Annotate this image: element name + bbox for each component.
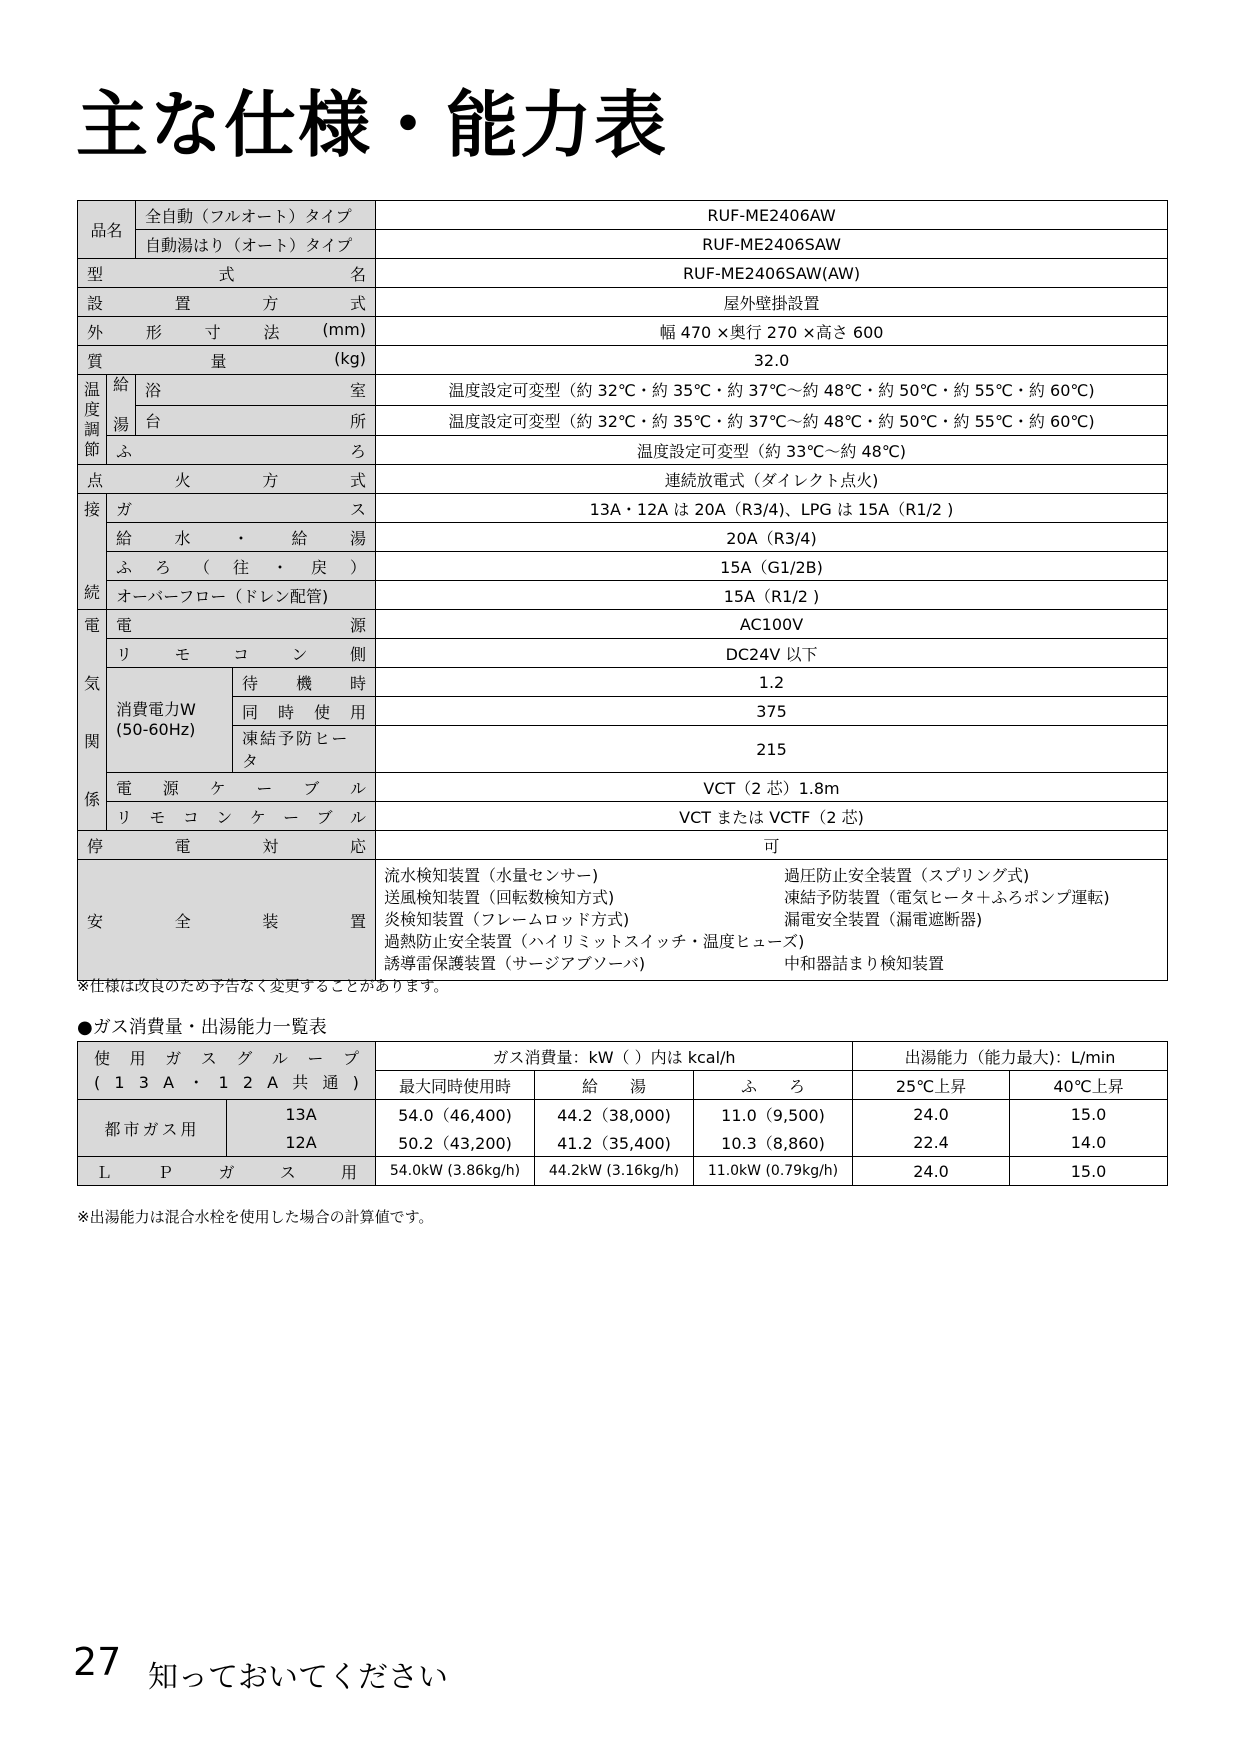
setsuzoku-group-label — [78, 494, 107, 610]
setchi-label — [78, 288, 376, 317]
label-char: 気 — [83, 674, 100, 693]
label-char: 方 — [262, 293, 279, 313]
col-kyuyu: 給 湯 — [535, 1071, 694, 1100]
label-char: 浴 — [145, 381, 162, 401]
gas-cell: 54.0kW (3.86kg/h) — [376, 1157, 535, 1186]
label-char: A — [163, 1072, 175, 1092]
safety-item: 過熱防止安全装置（ハイリミットスイッチ・温度ヒューズ) — [384, 932, 805, 951]
label-char: 2 — [242, 1072, 253, 1092]
label-char: ( — [94, 1072, 101, 1092]
label-char: 調 — [83, 419, 100, 439]
label-char: 形 — [145, 322, 162, 342]
ondo-furo-value: 温度設定可変型（約 33℃～約 48℃) — [376, 436, 1168, 465]
row-katashiki — [78, 259, 1168, 288]
label-char: 使 — [94, 1048, 111, 1068]
hinmei-label — [78, 201, 136, 259]
cable-label — [107, 773, 376, 802]
label-char: 給 — [291, 528, 308, 548]
hinmei-full-label: 全自動（フルオート）タイプ — [136, 201, 376, 230]
row-ondo-daidokoro — [78, 405, 1168, 436]
label-char: ル — [349, 778, 366, 798]
safety-item — [784, 932, 1159, 952]
label-char: (mm) — [322, 319, 366, 339]
row-denki-cable — [78, 773, 1168, 802]
safety-item: 送風検知装置（回転数検知方式) — [384, 888, 615, 907]
label-char: 時 — [278, 702, 295, 722]
row-denki-doji — [78, 697, 1168, 726]
hinmei-label-text: 品名 — [90, 221, 123, 240]
label-char: 量 — [210, 351, 227, 371]
hinmei-auto-value: RUF-ME2406SAW — [376, 230, 1168, 259]
col-40-rise: 40℃上昇 — [1010, 1071, 1168, 1100]
label-char: モ — [174, 644, 191, 664]
label-char: 火 — [174, 470, 191, 490]
label-char: 停 — [87, 836, 104, 856]
setsuzoku-gas-label — [107, 494, 376, 523]
label-char: 給 — [113, 375, 130, 394]
remocon-cable-label — [107, 802, 376, 831]
teiden-label — [78, 831, 376, 860]
row-denki-remocon — [78, 639, 1168, 668]
label-char: 応 — [349, 836, 366, 856]
gaikei-value: 幅 470 ×奥行 270 ×高さ 600 — [376, 317, 1168, 346]
consumption-header: ガス消費量：kW（ ）内は kcal/h — [376, 1042, 853, 1071]
label-char: 温 — [83, 379, 100, 399]
label-char: 名 — [350, 264, 367, 284]
yokushitsu-label — [136, 375, 376, 406]
daidokoro-value: 温度設定可変型（約 32℃・約 35℃・約 37℃～約 48℃・約 50℃・約 55℃・約 60℃) — [376, 405, 1168, 436]
label-char: ） — [350, 557, 367, 577]
label-char: 型 — [87, 264, 104, 284]
label-char: 給 — [116, 528, 133, 548]
label-char: ・ — [272, 557, 289, 577]
anzen-value — [376, 860, 1168, 981]
gas-row-12a — [78, 1128, 1168, 1157]
row-setchi — [78, 288, 1168, 317]
label-char: ー — [307, 1048, 324, 1068]
col-25-rise: 25℃上昇 — [853, 1071, 1010, 1100]
label-char: 続 — [83, 583, 100, 602]
setsuzoku-kyusui-label — [107, 523, 376, 552]
label-char: 電 — [83, 616, 100, 635]
label-char: 待 — [242, 673, 259, 693]
gas-group-label — [78, 1042, 376, 1100]
row-anzen — [78, 860, 1168, 981]
row-ondo-furo — [78, 436, 1168, 465]
label-char: 電 — [116, 615, 133, 635]
label-char: 用 — [340, 1162, 357, 1182]
col-max-simultaneous: 最大同時使用時 — [376, 1071, 535, 1100]
safety-device-list — [384, 866, 1159, 974]
gas-cell: 24.0 — [853, 1157, 1010, 1186]
remocon-cable-value: VCT または VCTF（2 芯) — [376, 802, 1168, 831]
gas-section-title: ●ガス消費量・出湯能力一覧表 — [77, 1017, 327, 1038]
label-char: ・ — [233, 528, 250, 548]
gas-type-label: 12A — [227, 1128, 376, 1157]
label-char: ふ — [116, 441, 133, 461]
label-char: 全 — [174, 911, 191, 931]
gas-header-row-1 — [78, 1042, 1168, 1071]
ondo-furo-label — [107, 436, 376, 465]
setsuzoku-kyusui-value: 20A（R3/4) — [376, 523, 1168, 552]
label-char: コ — [233, 644, 250, 664]
gas-cell: 10.3（8,860) — [694, 1128, 853, 1157]
row-denki-dengen — [78, 610, 1168, 639]
section-label: 知っておいてください — [148, 1660, 448, 1695]
label-char: ル — [271, 1048, 288, 1068]
gas-cell: 54.0（46,400) — [376, 1100, 535, 1129]
row-shitsuryo — [78, 346, 1168, 375]
label-char: ガ — [165, 1048, 182, 1068]
setsuzoku-overflow-value: 15A（R1/2 ) — [376, 581, 1168, 610]
gas-cell: 14.0 — [1010, 1128, 1168, 1157]
gas-cell: 24.0 — [853, 1100, 1010, 1129]
label-char: ガ — [116, 499, 133, 519]
row-hinmei-full — [78, 201, 1168, 230]
label-char: 用 — [349, 702, 366, 722]
setsuzoku-overflow-label: オーバーフロー（ドレン配管) — [107, 581, 376, 610]
label-char: 湯 — [350, 528, 367, 548]
label-char: 対 — [262, 836, 279, 856]
gaikei-label — [78, 317, 376, 346]
tenka-label — [78, 465, 376, 494]
hinmei-auto-label: 自動湯はり（オート）タイプ — [136, 230, 376, 259]
label-char: ー — [256, 778, 273, 798]
label-char: 往 — [233, 557, 250, 577]
tenka-value: 連続放電式（ダイレクト点火) — [376, 465, 1168, 494]
label-char: 湯 — [113, 415, 130, 434]
katashiki-label — [78, 259, 376, 288]
teiden-value: 可 — [376, 831, 1168, 860]
page-title: 主な仕様・能力表 — [76, 83, 669, 167]
label-char: 装 — [262, 911, 279, 931]
label-char: （ — [194, 557, 211, 577]
gas-row-lp — [78, 1157, 1168, 1186]
kyuyu-label — [107, 375, 136, 436]
gas-cell: 15.0 — [1010, 1157, 1168, 1186]
label-char: リ — [116, 644, 133, 664]
label-char: 同 — [242, 702, 259, 722]
label-char: 電 — [116, 778, 133, 798]
label-char: 式 — [349, 293, 366, 313]
toketsu-label: 凍結予防ヒータ — [233, 726, 376, 773]
label-char: 共 — [292, 1072, 309, 1092]
label-char: 1 — [114, 1072, 125, 1092]
label-char: 度 — [83, 399, 100, 419]
label-char: ・ — [188, 1072, 205, 1092]
gas-note: ※出湯能力は混合水栓を使用した場合の計算値です。 — [77, 1208, 434, 1226]
label-char: 法 — [263, 322, 280, 342]
gas-cell: 44.2kW (3.16kg/h) — [535, 1157, 694, 1186]
label-char: 台 — [145, 411, 162, 431]
label-char: 源 — [350, 615, 367, 635]
hinmei-full-value: RUF-ME2406AW — [376, 201, 1168, 230]
label-char: (kg) — [334, 348, 366, 368]
label-char: 置 — [174, 293, 191, 313]
gas-type-label: 13A — [227, 1100, 376, 1129]
setsuzoku-furo-label — [107, 552, 376, 581]
doji-value: 375 — [376, 697, 1168, 726]
label-char: 係 — [83, 790, 100, 809]
label-char: 用 — [129, 1048, 146, 1068]
label-char: 水 — [174, 528, 191, 548]
label-char: 3 — [138, 1072, 149, 1092]
label-char: 戻 — [311, 557, 328, 577]
label-char: 式 — [218, 264, 235, 284]
taiki-value: 1.2 — [376, 668, 1168, 697]
spec-note: ※仕様は改良のため予告なく変更することがあります。 — [77, 977, 449, 995]
label-char: 置 — [349, 911, 366, 931]
col-furo: ふ ろ — [694, 1071, 853, 1100]
row-denki-remocon-cable — [78, 802, 1168, 831]
label-char: 電 — [174, 836, 191, 856]
label-char: ン — [291, 644, 308, 664]
katashiki-value: RUF-ME2406SAW(AW) — [376, 259, 1168, 288]
safety-item: 過圧防止安全装置（スプリング式) — [784, 866, 1030, 885]
row-setsuzoku-gas — [78, 494, 1168, 523]
page-number: 27 — [73, 1640, 122, 1684]
label-char: ふ — [116, 557, 133, 577]
label-char: ン — [216, 807, 233, 827]
safety-item: 漏電安全装置（漏電遮断器) — [784, 910, 983, 929]
shitsuryo-value: 32.0 — [376, 346, 1168, 375]
label-char: Ｐ — [157, 1162, 174, 1182]
row-ondo-yokushitsu — [78, 375, 1168, 406]
label-char: ろ — [155, 557, 172, 577]
ondo-group-label — [78, 375, 107, 465]
toshi-gas-label: 都市ガス用 — [78, 1100, 227, 1157]
gas-cell: 11.0（9,500) — [694, 1100, 853, 1129]
label-char: リ — [116, 807, 133, 827]
row-gaikei — [78, 317, 1168, 346]
gas-cell: 44.2（38,000) — [535, 1100, 694, 1129]
dengen-value: AC100V — [376, 610, 1168, 639]
anzen-label — [78, 860, 376, 981]
denki-group-label — [78, 610, 107, 831]
cable-value: VCT（2 芯）1.8m — [376, 773, 1168, 802]
label-char: 通 — [322, 1072, 339, 1092]
setsuzoku-furo-value: 15A（G1/2B) — [376, 552, 1168, 581]
gas-cell: 41.2（35,400) — [535, 1128, 694, 1157]
safety-item: 中和器詰まり検知装置 — [784, 954, 945, 973]
row-setsuzoku-overflow — [78, 581, 1168, 610]
label-char: ) — [352, 1072, 359, 1092]
label-char: 寸 — [204, 322, 221, 342]
label-char: ス — [279, 1162, 296, 1182]
row-setsuzoku-furo — [78, 552, 1168, 581]
row-denki-toketsu — [78, 726, 1168, 773]
safety-item: 凍結予防装置（電気ヒータ＋ふろポンプ運転) — [784, 888, 1110, 907]
capacity-header: 出湯能力（能力最大)：L/min — [853, 1042, 1168, 1071]
lp-gas-label — [78, 1157, 376, 1186]
label-char: 側 — [350, 644, 367, 664]
label-char: グ — [236, 1048, 253, 1068]
label-char: Ｌ — [96, 1162, 113, 1182]
yokushitsu-value: 温度設定可変型（約 32℃・約 35℃・約 37℃～約 48℃・約 50℃・約 55℃・約 60℃) — [376, 375, 1168, 406]
label-char: 接 — [83, 500, 100, 519]
label-char: モ — [149, 807, 166, 827]
label-char: 室 — [350, 381, 367, 401]
label-char: ー — [283, 807, 300, 827]
shohi-label: 消費電力W (50-60Hz) — [107, 668, 233, 773]
label-char: ケ — [209, 778, 226, 798]
label-char: 外 — [87, 322, 104, 342]
shitsuryo-label — [78, 346, 376, 375]
safety-item: 誘導雷保護装置（サージアブソーバ) — [384, 954, 646, 973]
label-char: ろ — [350, 441, 367, 461]
row-denki-taiki — [78, 668, 1168, 697]
label-char: ル — [349, 807, 366, 827]
label-char: 質 — [87, 351, 104, 371]
gas-cell: 50.2（43,200) — [376, 1128, 535, 1157]
label-char: ブ — [316, 807, 333, 827]
spec-table — [77, 200, 1168, 981]
label-char: 設 — [87, 293, 104, 313]
row-teiden — [78, 831, 1168, 860]
label-char: ス — [350, 499, 367, 519]
label-char: 時 — [349, 673, 366, 693]
row-hinmei-auto — [78, 230, 1168, 259]
label-char: 安 — [87, 911, 104, 931]
dengen-label — [107, 610, 376, 639]
doji-label — [233, 697, 376, 726]
label-char: 機 — [296, 673, 313, 693]
label-char: 源 — [162, 778, 179, 798]
row-setsuzoku-kyusui — [78, 523, 1168, 552]
gas-cell: 22.4 — [853, 1128, 1010, 1157]
label-char: ス — [200, 1048, 217, 1068]
label-char: 方 — [262, 470, 279, 490]
label-char: ガ — [218, 1162, 235, 1182]
label-char: 式 — [349, 470, 366, 490]
label-char: コ — [182, 807, 199, 827]
label-char: 節 — [83, 439, 100, 459]
label-char: プ — [342, 1048, 359, 1068]
label-char: 点 — [87, 470, 104, 490]
label-char: 1 — [218, 1072, 229, 1092]
label-char: 所 — [350, 411, 367, 431]
setsuzoku-gas-value: 13A・12A は 20A（R3/4)、LPG は 15A（R1/2 ) — [376, 494, 1168, 523]
row-tenka — [78, 465, 1168, 494]
label-char: A — [267, 1072, 279, 1092]
label-char: ブ — [303, 778, 320, 798]
label-char: ケ — [249, 807, 266, 827]
gas-cell: 11.0kW (0.79kg/h) — [694, 1157, 853, 1186]
safety-item: 流水検知装置（水量センサー) — [384, 866, 599, 885]
setchi-value: 屋外壁掛設置 — [376, 288, 1168, 317]
gas-row-13a — [78, 1100, 1168, 1129]
gas-cell: 15.0 — [1010, 1100, 1168, 1129]
taiki-label — [233, 668, 376, 697]
safety-item: 炎検知装置（フレームロッド方式) — [384, 910, 630, 929]
remocon-value: DC24V 以下 — [376, 639, 1168, 668]
toketsu-value: 215 — [376, 726, 1168, 773]
daidokoro-label — [136, 405, 376, 436]
remocon-label — [107, 639, 376, 668]
label-char: 関 — [83, 732, 100, 751]
label-char: 使 — [313, 702, 330, 722]
gas-table — [77, 1041, 1168, 1186]
